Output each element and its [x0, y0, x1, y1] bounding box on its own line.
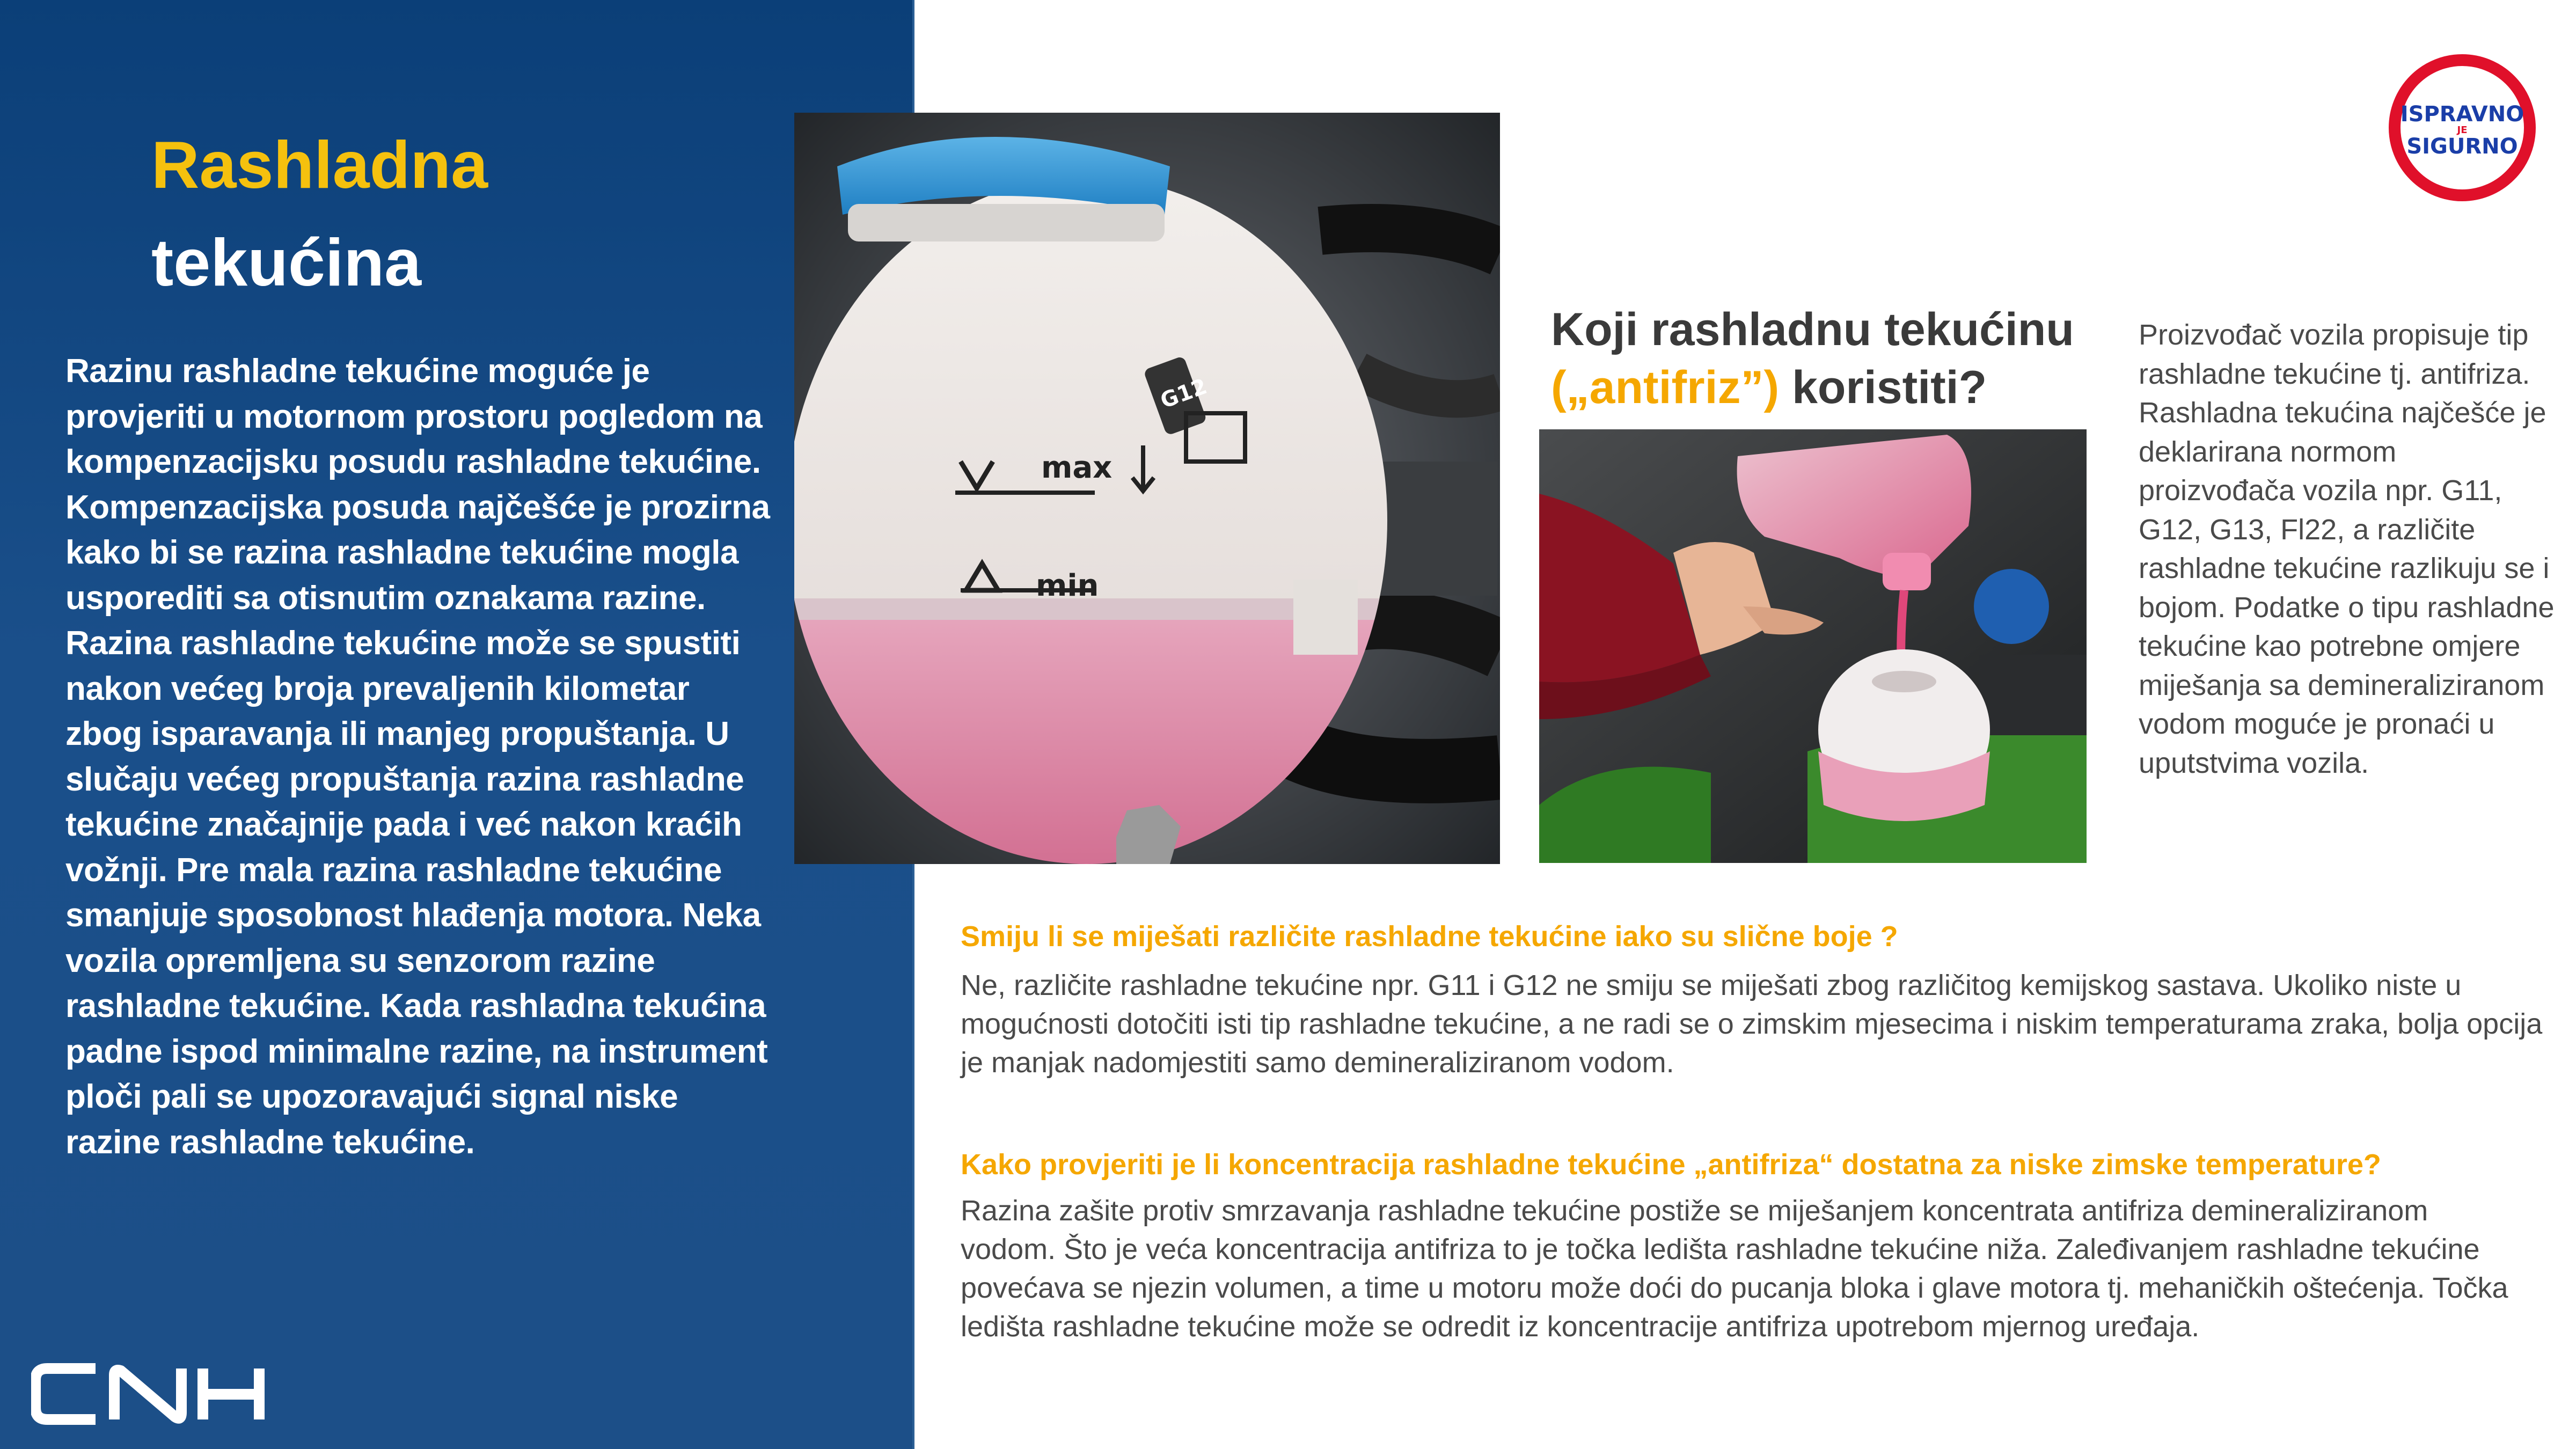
- heading-part-2: koristiti?: [1779, 362, 1987, 413]
- g12-label: G12: [1157, 374, 1211, 414]
- answer-mixing: Ne, različite rashladne tekućine npr. G11 i G12 ne smiju se miješati zbog različitog kemijskog sastava. Ukoliko niste u mogućnosti dotočiti isti tip rashladne tekućine, a ne radi se o zimskim mjesecima i niskim temperaturama zraka, bolja opcija je manjak nadomjestiti samo demineraliziranom vodom.: [961, 969, 2543, 1079]
- left-panel: [0, 0, 914, 1449]
- heading-part-1: Koji rashladnu tekućinu: [1551, 304, 2074, 355]
- coolant-reservoir-photo: [794, 113, 1500, 864]
- min-label: min: [1036, 568, 1099, 603]
- badge-line-1: ISPRAVNO: [2400, 102, 2524, 127]
- question-concentration: Kako provjeriti je li koncentracija rashladne tekućine „antifriza“ dostatna za niske zimske temperature?: [961, 1148, 2381, 1181]
- cnh-logo: [31, 1363, 267, 1425]
- badge-line-2: JE: [2457, 125, 2468, 136]
- title-line-1: Rashladna: [151, 128, 488, 202]
- title-line-2: tekućina: [151, 226, 422, 300]
- intro-paragraph: Razinu rashladne tekućine moguće je provjeriti u motornom prostoru pogledom na kompenzacijsku posudu rashladne tekućine. Kompenzacijska posuda najčešće je prozirna kako bi se razina rashladne tekućine mogla usporediti sa otisnutim oznakama razine. Razina rashladne tekućine može se spustiti nakon većeg broja prevaljenih kilometar zbog isparavanja ili manjeg propuštanja. U slučaju većeg propuštanja razina rashladne tekućine značajnije pada i već nakon kraćih vožnji. Pre mala razina rashladne tekućine smanjuje sposobnost hlađenja motora. Neka vozila opremljena su senzorom razine rashladne tekućine. Kada rashladna tekućina padne ispod minimalne razine, na instrument ploči pali se upozoravajući signal niske razine rashladne tekućine.: [65, 353, 770, 1161]
- heading-accent: („antifriz”): [1551, 362, 1780, 413]
- answer-concentration: Razina zašite protiv smrzavanja rashladne tekućine postiže se miješanjem koncentrata antifriza demineraliziranom vodom. Što je veća koncentracija antifriza to je točka ledišta rashladne tekućine niža. Zaleđivanjem rashladne tekućine povećava se njezin volumen, a time u motoru može doći do pucanja bloka i glave motora tj. mehaničkih oštećenja. Točka ledišta rashladne tekućine može se odredit iz koncentracije antifriza upotrebom mjernog uređaja.: [961, 1195, 2508, 1343]
- pouring-antifreeze-photo: [1539, 429, 2087, 863]
- max-label: max: [1041, 450, 1113, 485]
- badge-line-3: SIGURNO: [2406, 134, 2518, 159]
- coolant-type-paragraph: Proizvođač vozila propisuje tip rashladne tekućine tj. antifriza. Rashladna tekućina najčešće je deklarirana normom proizvođača vozila npr. G11, G12, G13, Fl22, a različite rashladne tekućine razlikuju se i bojom. Podatke o tipu rashladne tekućine kao potrebne omjere miješanja sa demineraliziranom vodom moguće je pronaći u uputstvima vozila.: [2139, 319, 2555, 779]
- question-mixing: Smiju li se miješati različite rashladne tekućine iako su slične boje ?: [961, 920, 1898, 953]
- heading-which-coolant: [1551, 301, 2120, 416]
- ispravno-je-sigurno-badge: [2387, 53, 2537, 203]
